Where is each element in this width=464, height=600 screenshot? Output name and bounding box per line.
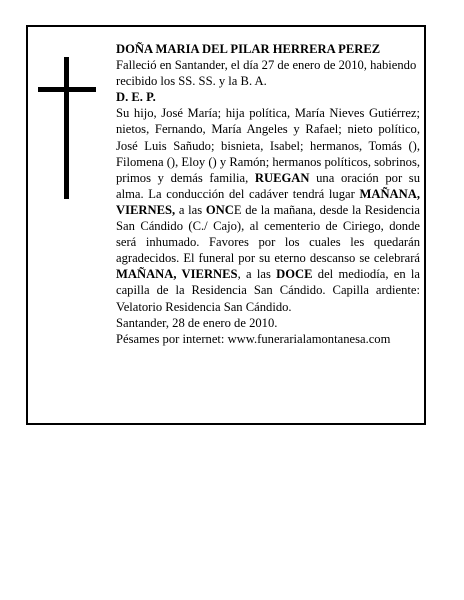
conduccion-a-las: a las [175, 202, 206, 217]
place-date: Santander, 28 de enero de 2010. [116, 315, 278, 330]
conduccion-time: ONC [205, 202, 234, 217]
conduccion-day: MAÑANA, VIERNES, [116, 186, 420, 217]
internet-condolences: Pésames por internet: www.funerarialamontanesa.com [116, 331, 391, 346]
cross-horizontal-bar [38, 87, 96, 92]
family-paragraph [116, 105, 420, 314]
cross-vertical-bar [64, 57, 69, 199]
funeral-time: DOCE [276, 267, 313, 282]
ruegan-label: RUEGAN [254, 170, 310, 185]
funeral-a-las: , a las [237, 267, 277, 282]
notice-text [116, 41, 420, 347]
death-announcement: Falleció en Santander, el día 27 de enero de 2010, habiendo recibido los SS. SS. y la B. A. [116, 58, 417, 89]
funeral-details: del mediodía, en la capilla de la Residencia San Cándido. Capilla ardiente: Velatorio Residencia San Cándido. [116, 267, 420, 314]
ruegan-text: una oración por su alma. La conducción del cadáver tendrá lugar [116, 170, 421, 201]
dep-line: D. E. P. [116, 90, 156, 105]
deceased-name: DOÑA MARIA DEL PILAR HERRERA PEREZ [116, 42, 381, 56]
conduccion-details: E de la mañana, desde la Residencia San Cándido (C./ Cajo), al cementerio de Ciriego, donde será inhumado. Favores por los cuales les quedarán agradecidos. El funeral por su eterno descanso se celebrará [116, 202, 420, 266]
family-list: Su hijo, José María; hija política, María Nieves Gutiérrez; nietos, Fernando, María Angeles y Rafael; nieto político, José Luis Sañudo; bisnieta, Isabel; hermanos, Tomás (), Filomena (), Eloy () y Ramón; hermanos políticos, sobrinos, primos y demás familia, [116, 106, 420, 185]
cross-icon [38, 57, 96, 199]
obituary-notice [26, 25, 426, 425]
funeral-day: MAÑANA, VIERNES [116, 267, 238, 282]
